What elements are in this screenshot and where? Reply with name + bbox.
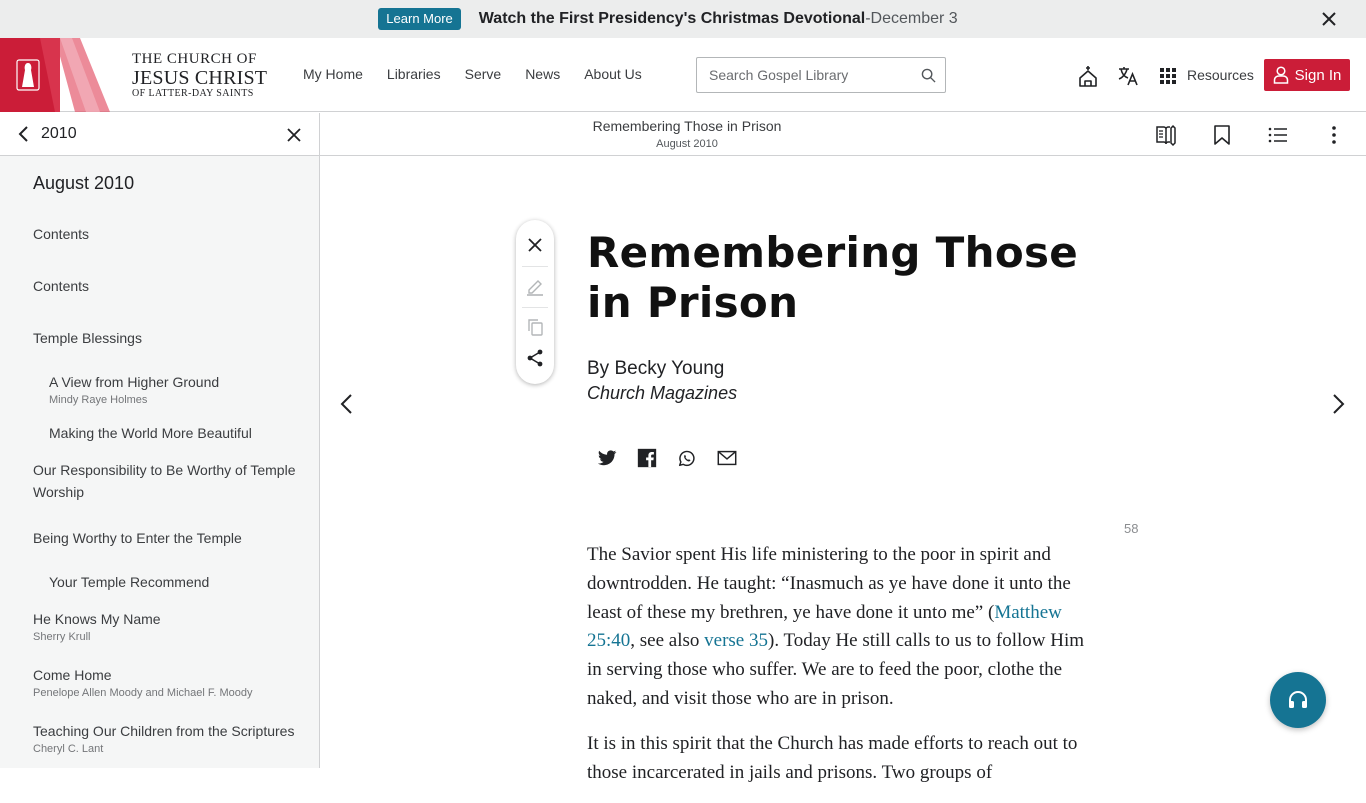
toc-item-label: Being Worthy to Enter the Temple xyxy=(33,530,242,546)
close-icon[interactable] xyxy=(1320,10,1338,28)
audio-player-button[interactable] xyxy=(1270,672,1326,728)
facebook-icon[interactable] xyxy=(636,447,658,469)
sign-in-label: Sign In xyxy=(1294,66,1342,84)
article-author: By Becky Young xyxy=(587,358,725,379)
nav-news[interactable]: News xyxy=(525,66,561,82)
article-source: Church Magazines xyxy=(587,383,738,403)
print-page-number: 58 xyxy=(1124,521,1139,536)
toc-item-label: Our Responsibility to Be Worthy of Temple Worship xyxy=(33,462,296,500)
announcement-message[interactable]: Watch the First Presidency's Christmas Devotional xyxy=(478,10,866,27)
scripture-link[interactable]: Matthew 25:40 xyxy=(587,601,1062,652)
content-header-subtitle: August 2010 xyxy=(656,138,718,150)
paragraph-text: , see also xyxy=(630,630,705,652)
more-options-icon[interactable] xyxy=(1322,123,1346,147)
toc-item-label: Teaching Our Children from the Scriptures xyxy=(33,723,295,739)
paragraph-text: ). Today He still calls to us to follow Him in serving those who suffer. We are to feed the poor, clothe the naked, and visit those who are in prison. xyxy=(587,630,1085,709)
table-of-contents-sidebar xyxy=(0,113,320,768)
toc-item[interactable] xyxy=(33,223,313,245)
toc-item[interactable] xyxy=(49,371,329,407)
toc-item[interactable] xyxy=(33,275,313,297)
previous-page-icon[interactable] xyxy=(339,393,353,415)
close-icon[interactable] xyxy=(525,235,545,255)
next-page-icon[interactable] xyxy=(1332,393,1346,415)
logo-line-1: THE CHURCH OF xyxy=(132,51,257,67)
sign-in-button[interactable] xyxy=(1264,59,1350,91)
headphones-icon xyxy=(1286,688,1310,712)
whatsapp-icon[interactable] xyxy=(676,447,698,469)
annotation-toolbar xyxy=(516,220,554,384)
list-icon[interactable] xyxy=(1266,123,1290,147)
toc-item-label: Come Home xyxy=(33,667,112,683)
logo-line-3: OF LATTER-DAY SAINTS xyxy=(132,88,254,99)
sidebar-back-label[interactable]: 2010 xyxy=(41,125,77,142)
toc-item-label: Your Temple Recommend xyxy=(49,574,210,590)
twitter-icon[interactable] xyxy=(596,447,618,469)
toc-item-author: Mindy Raye Holmes xyxy=(49,394,148,406)
toc-item-label: Contents xyxy=(33,278,90,294)
toolbar-divider xyxy=(522,307,548,308)
paragraph: It is in this spirit that the Church has made efforts to reach out to those incarcerated in jails and prisons. Two groups of xyxy=(587,732,1078,783)
main-nav xyxy=(303,66,642,82)
nav-libraries[interactable]: Libraries xyxy=(386,66,441,82)
user-icon xyxy=(1273,66,1289,84)
meetinghouse-icon[interactable] xyxy=(1076,64,1100,88)
toc-item[interactable] xyxy=(33,720,313,756)
site-header xyxy=(0,38,1366,112)
content-header xyxy=(320,113,1366,156)
toc-item-label: Contents xyxy=(33,226,90,242)
announcement-bar xyxy=(0,0,1366,38)
highlight-icon[interactable] xyxy=(525,276,545,296)
bookmark-icon[interactable] xyxy=(1210,123,1234,147)
close-icon[interactable] xyxy=(286,127,302,143)
toc-item[interactable] xyxy=(49,422,329,444)
paragraph-text: The Savior spent His life ministering to the poor in spirit and downtrodden. He taught: “Inasmuch as ye have done it unto the least of these my brethren, ye have done it unto me” ( xyxy=(587,544,1071,623)
chevron-left-icon[interactable] xyxy=(16,125,32,143)
article-title: Remembering Those in Prison xyxy=(587,228,1079,327)
sidebar-title: August 2010 xyxy=(33,173,135,193)
church-logo-mark[interactable] xyxy=(0,38,110,112)
toc-item[interactable] xyxy=(49,571,329,593)
toc-item-label: He Knows My Name xyxy=(33,611,161,627)
content-header-title: Remembering Those in Prison xyxy=(592,118,782,134)
search-box xyxy=(696,57,946,93)
toc-item-label: Making the World More Beautiful xyxy=(49,425,252,441)
announcement-separator: - xyxy=(865,10,871,27)
article-body xyxy=(587,541,1102,803)
announcement-date: December 3 xyxy=(870,10,958,27)
learn-more-button[interactable]: Learn More xyxy=(378,8,460,30)
scripture-link[interactable]: verse 35 xyxy=(704,630,768,652)
sidebar-header xyxy=(0,113,319,156)
email-icon[interactable] xyxy=(716,447,738,469)
language-icon[interactable] xyxy=(1116,64,1140,88)
notes-icon[interactable] xyxy=(1154,123,1178,147)
nav-about-us[interactable]: About Us xyxy=(584,66,642,82)
copy-icon[interactable] xyxy=(525,317,545,337)
paragraph xyxy=(587,541,1102,714)
toolbar-divider xyxy=(522,266,548,267)
toc-item[interactable] xyxy=(33,664,313,700)
toc-item-author: Sherry Krull xyxy=(33,631,91,643)
toc-item[interactable] xyxy=(33,327,313,349)
search-input[interactable] xyxy=(697,58,907,92)
nav-my-home[interactable]: My Home xyxy=(303,66,363,82)
toc-item-label: A View from Higher Ground xyxy=(49,374,220,390)
share-icon[interactable] xyxy=(525,348,545,368)
toc-item-label: Temple Blessings xyxy=(33,330,142,346)
toc-item-author: Cheryl C. Lant xyxy=(33,743,104,755)
nav-serve[interactable]: Serve xyxy=(464,66,502,82)
apps-grid-icon[interactable] xyxy=(1156,64,1180,88)
toc-item-author: Penelope Allen Moody and Michael F. Moody xyxy=(33,687,253,699)
church-logo-text[interactable] xyxy=(132,52,267,99)
toc-item[interactable] xyxy=(33,608,313,644)
toc-item[interactable] xyxy=(33,459,313,503)
toc-item[interactable] xyxy=(33,527,313,549)
logo-line-2: JESUS CHRIST xyxy=(132,67,268,89)
search-icon[interactable] xyxy=(921,68,936,83)
resources-link[interactable]: Resources xyxy=(1187,67,1254,83)
